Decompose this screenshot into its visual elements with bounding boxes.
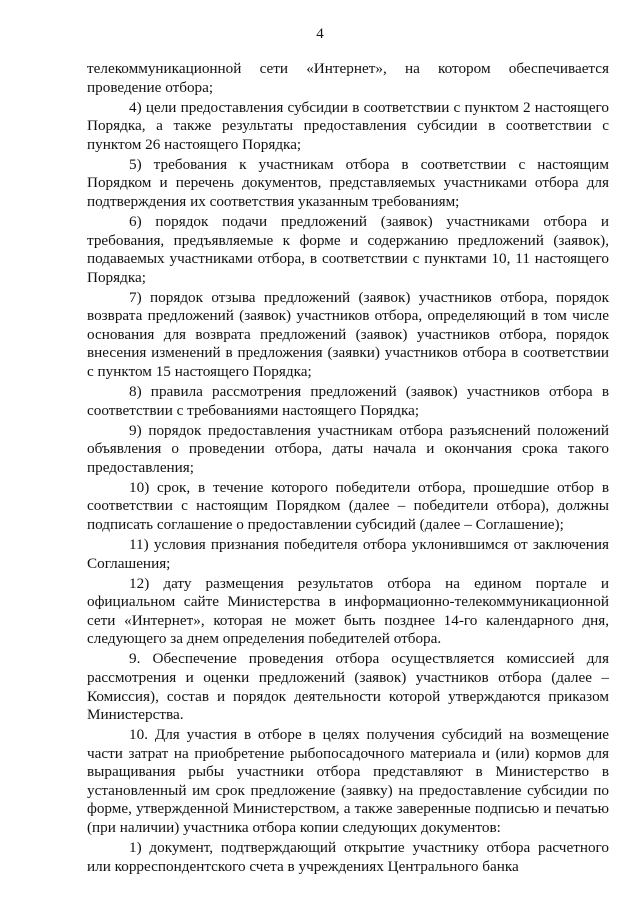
paragraph-item-8: 8) правила рассмотрения предложений (заявок) участников отбора в соответствии с требованиями настоящего Порядка; xyxy=(87,383,609,419)
document-body xyxy=(87,60,609,878)
paragraph-item-4: 4) цели предоставления субсидии в соответствии с пунктом 2 настоящего Порядка, а также результаты предоставления субсидии в соответствии с пунктом 26 настоящего Порядка; xyxy=(87,98,609,153)
paragraph-continuation: телекоммуникационной сети «Интернет», на котором обеспечивается проведение отбора; xyxy=(87,60,609,96)
paragraph-item-11: 11) условия признания победителя отбора уклонившимся от заключения Соглашения; xyxy=(87,535,609,572)
paragraph-item-10: 10) срок, в течение которого победители отбора, прошедшие отбор в соответствии с настоящим Порядком (далее – победители отбора), должны подписать соглашение о предоставлении субсидий (далее – Соглашение); xyxy=(87,478,609,533)
paragraph-item-9: 9) порядок предоставления участникам отбора разъяснений положений объявления о проведении отбора, даты начала и окончания срока такого предоставления; xyxy=(87,421,609,476)
paragraph-item-7: 7) порядок отзыва предложений (заявок) участников отбора, порядок возврата предложений (заявок) участников отбора, определяющий в том числе основания для возврата предложений (заявок) участников отбора, порядок внесения изменений в предложения (заявки) участников отбора в соответствии с пунктом 15 настоящего Порядка; xyxy=(87,288,609,381)
paragraph-clause-10: 10. Для участия в отборе в целях получения субсидий на возмещение части затрат на приобретение рыбопосадочного материала и (или) кормов для выращивания рыбы участники отбора представляют в Министерство в установленный им срок предложение (заявку) на предоставление субсидии по форме, утвержденной Министерством, а также заверенные подписью и печатью (при наличии) участника отбора копии следующих документов: xyxy=(87,726,609,837)
paragraph-item-12: 12) дату размещения результатов отбора на едином портале и официальном сайте Министерства в информационно-телекоммуникационной сети «Интернет», которая не может быть позднее 14-го календарного дня, следующего за днем определения победителей отбора. xyxy=(87,574,609,648)
paragraph-item-5: 5) требования к участникам отбора в соответствии с настоящим Порядком и перечень документов, представляемых участниками отбора для подтверждения их соответствия указанным требованиям; xyxy=(87,155,609,210)
page-number: 4 xyxy=(316,26,324,42)
paragraph-subitem-1: 1) документ, подтверждающий открытие участнику отбора расчетного или корреспондентского счета в учреждениях Центрального банка xyxy=(87,839,609,875)
paragraph-clause-9: 9. Обеспечение проведения отбора осуществляется комиссией для рассмотрения и оценки предложений (заявок) участников отбора (далее – Комиссия), состав и порядок деятельности которой утверждаются приказом Министерства. xyxy=(87,650,609,724)
paragraph-item-6: 6) порядок подачи предложений (заявок) участниками отбора и требования, предъявляемые к форме и содержанию предложений (заявок), подаваемых участниками отбора, в соответствии с пунктами 10, 11 настоящего Порядка; xyxy=(87,212,609,286)
